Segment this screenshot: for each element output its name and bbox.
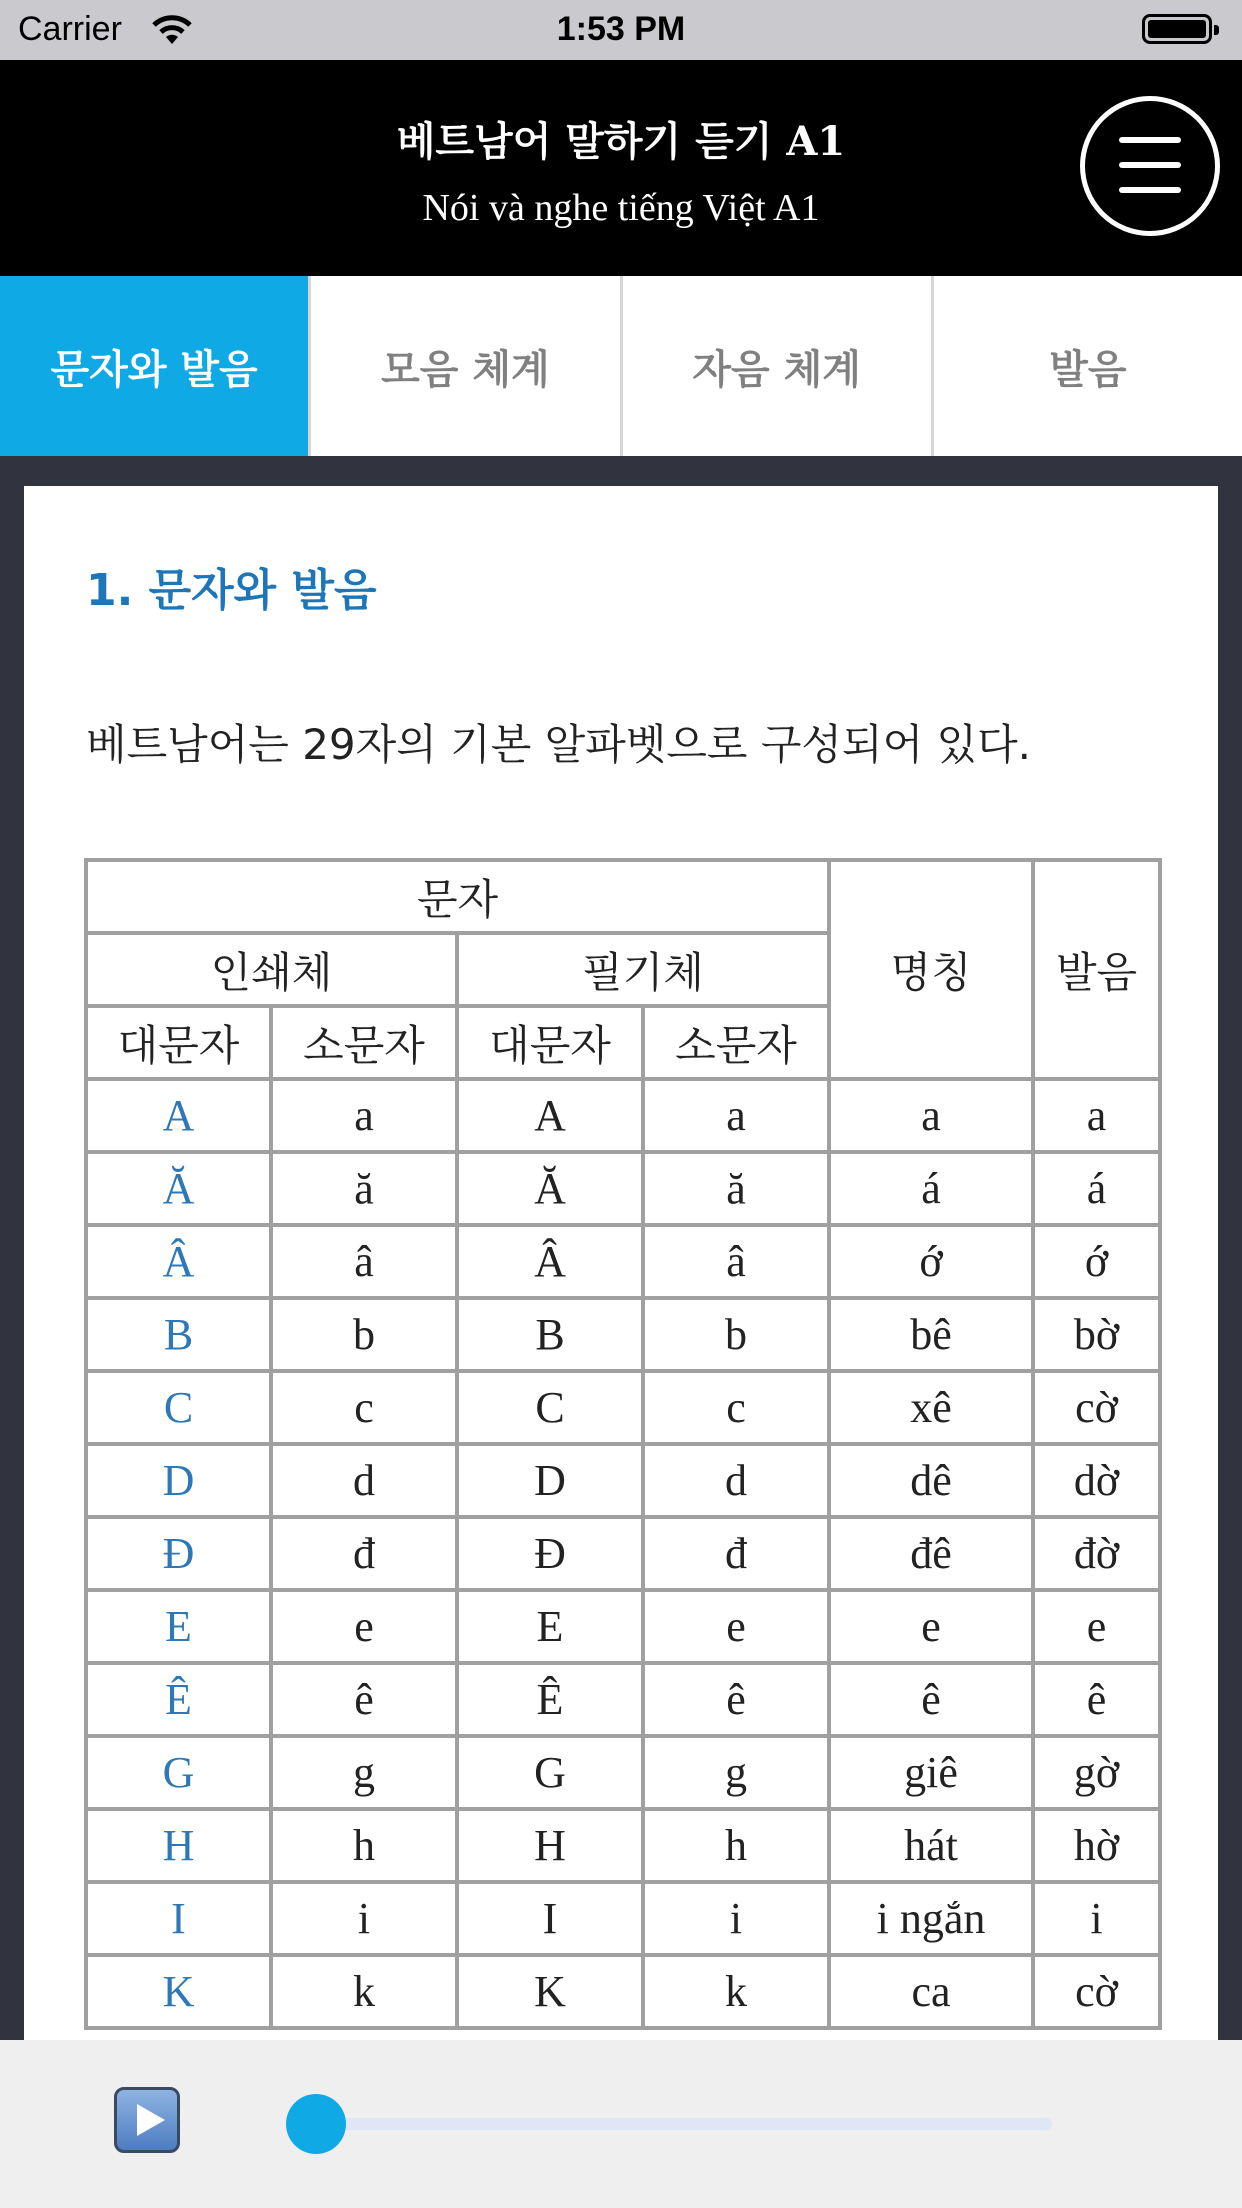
app-title: 베트남어 말하기 듣기 A1 [396,118,846,165]
table-cell: hát [829,1809,1033,1882]
table-cell: k [271,1955,457,2028]
tab-letters-pronunciation[interactable]: 문자와 발음 [0,276,308,456]
status-bar [0,0,1242,60]
table-cell: D [457,1444,643,1517]
table-cell: h [643,1809,829,1882]
table-cell: a [1033,1079,1160,1152]
hamburger-icon [1119,187,1181,193]
table-cell: K [457,1955,643,2028]
table-row [86,1882,1160,1955]
header-name: 명칭 [829,860,1033,1079]
table-cell: ê [643,1663,829,1736]
table-cell: bờ [1033,1298,1160,1371]
table-cell: i [271,1882,457,1955]
table-cell: ớ [1033,1225,1160,1298]
table-cell: ca [829,1955,1033,2028]
status-time: 1:53 PM [556,10,686,48]
table-cell: i [1033,1882,1160,1955]
alphabet-rows [86,1079,1160,2028]
table-cell: đ [643,1517,829,1590]
table-cell: G [457,1736,643,1809]
table-cell: e [271,1590,457,1663]
table-cell: giê [829,1736,1033,1809]
table-cell: ớ [829,1225,1033,1298]
letter-link[interactable]: E [86,1590,271,1663]
table-cell: ă [271,1152,457,1225]
letter-link[interactable]: H [86,1809,271,1882]
table-row [86,1371,1160,1444]
letter-link[interactable]: D [86,1444,271,1517]
table-cell: e [1033,1590,1160,1663]
table-row [86,1298,1160,1371]
header-letters: 문자 [86,860,829,933]
table-cell: Ê [457,1663,643,1736]
table-cell: ă [643,1152,829,1225]
table-cell: i ngắn [829,1882,1033,1955]
table-cell: B [457,1298,643,1371]
subheader-lower: 소문자 [271,1006,457,1079]
play-button[interactable] [114,2087,180,2153]
table-cell: H [457,1809,643,1882]
table-cell: đ [271,1517,457,1590]
table-cell: a [271,1079,457,1152]
table-cell: E [457,1590,643,1663]
table-cell: d [271,1444,457,1517]
letter-link[interactable]: G [86,1736,271,1809]
subheader-upper: 대문자 [457,1006,643,1079]
table-cell: bê [829,1298,1033,1371]
table-cell: á [1033,1152,1160,1225]
table-cell: c [271,1371,457,1444]
table-cell: Đ [457,1517,643,1590]
table-cell: đờ [1033,1517,1160,1590]
tab-consonant-system[interactable]: 자음 체계 [620,276,931,456]
table-cell: c [643,1371,829,1444]
intro-text: 베트남어는 29자의 기본 알파벳으로 구성되어 있다. [86,720,1031,769]
table-cell: e [829,1590,1033,1663]
hamburger-icon [1119,137,1181,143]
app-header [0,60,1242,276]
table-cell: cờ [1033,1371,1160,1444]
table-cell: b [271,1298,457,1371]
section-heading: 1. 문자와 발음 [86,565,377,616]
letter-link[interactable]: C [86,1371,271,1444]
table-cell: ê [271,1663,457,1736]
table-cell: dê [829,1444,1033,1517]
header-print: 인쇄체 [86,933,457,1006]
alphabet-table [84,858,1162,2030]
letter-link[interactable]: Ă [86,1152,271,1225]
tab-bar [0,276,1242,456]
app-subtitle: Nói và nghe tiếng Việt A1 [422,187,820,229]
letter-link[interactable]: A [86,1079,271,1152]
audio-player [0,2040,1242,2208]
table-cell: ê [1033,1663,1160,1736]
table-cell: h [271,1809,457,1882]
letter-link[interactable]: Ê [86,1663,271,1736]
header-pronunciation: 발음 [1033,860,1160,1079]
table-row [86,1079,1160,1152]
letter-link[interactable]: B [86,1298,271,1371]
header-handwriting: 필기체 [457,933,829,1006]
table-cell: i [643,1882,829,1955]
table-cell: a [643,1079,829,1152]
subheader-lower: 소문자 [643,1006,829,1079]
table-cell: b [643,1298,829,1371]
progress-track[interactable] [316,2118,1052,2130]
table-row [86,1152,1160,1225]
table-row [86,1955,1160,2028]
play-icon [137,2104,165,2136]
table-cell: â [271,1225,457,1298]
progress-knob[interactable] [286,2094,346,2154]
subheader-upper: 대문자 [86,1006,271,1079]
battery-icon [1142,14,1212,44]
table-row [86,1809,1160,1882]
table-row [86,1444,1160,1517]
table-cell: I [457,1882,643,1955]
hamburger-icon [1119,162,1181,168]
table-cell: xê [829,1371,1033,1444]
menu-button[interactable] [1080,96,1220,236]
table-cell: d [643,1444,829,1517]
tab-pronunciation[interactable]: 발음 [931,276,1242,456]
letter-link[interactable]: I [86,1882,271,1955]
table-row [86,1517,1160,1590]
table-cell: Ă [457,1152,643,1225]
table-cell: C [457,1371,643,1444]
carrier-label: Carrier [18,10,122,48]
table-cell: gờ [1033,1736,1160,1809]
table-cell: á [829,1152,1033,1225]
table-row [86,1590,1160,1663]
table-cell: g [271,1736,457,1809]
table-cell: dờ [1033,1444,1160,1517]
content-card [24,486,1218,2208]
table-cell: e [643,1590,829,1663]
table-cell: hờ [1033,1809,1160,1882]
table-cell: ê [829,1663,1033,1736]
letter-link[interactable]: K [86,1955,271,2028]
table-row [86,1225,1160,1298]
letter-link[interactable]: Â [86,1225,271,1298]
table-cell: A [457,1079,643,1152]
table-cell: g [643,1736,829,1809]
table-cell: â [643,1225,829,1298]
table-row [86,1663,1160,1736]
table-cell: cờ [1033,1955,1160,2028]
tab-vowel-system[interactable]: 모음 체계 [308,276,619,456]
table-cell: đê [829,1517,1033,1590]
table-row [86,1736,1160,1809]
table-cell: Â [457,1225,643,1298]
letter-link[interactable]: Đ [86,1517,271,1590]
table-cell: k [643,1955,829,2028]
table-cell: a [829,1079,1033,1152]
